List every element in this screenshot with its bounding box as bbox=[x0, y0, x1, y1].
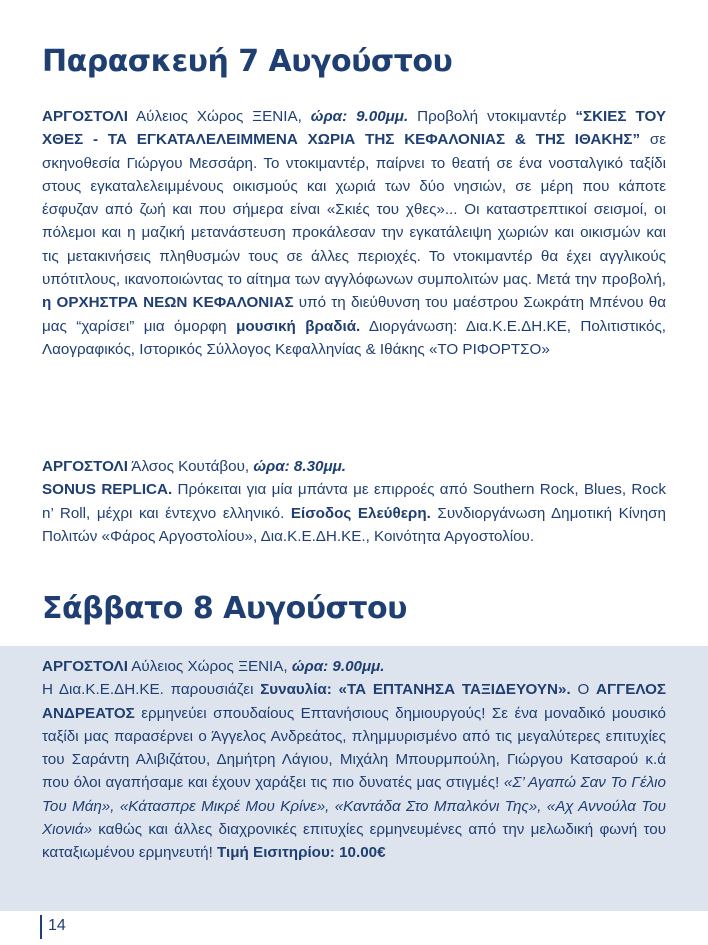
event-venue: Αύλειος Χώρος ΞΕΝΙΑ, bbox=[127, 658, 292, 675]
documentary-title: “ΣΚΙΕΣ ΤΟΥ ΧΘΕΣ - ΤΑ ΕΓΚΑΤΑΛΕΛΕΙΜΜΕΝΑ ΧΩΡΙΑ ΤΗΣ ΚΕΦΑΛΟΝΙΑΣ & ΤΗΣ ΙΘΑΚΗΣ” bbox=[42, 108, 666, 149]
event-text: Πρόκειται για μία μπάντα με επιρροές από Southern Rock, Blues, Rock n’ Roll, μέχρι και έντεχνο ελληνικό. bbox=[42, 481, 666, 522]
event-text: Ο bbox=[570, 681, 596, 699]
event-documentary-screening bbox=[42, 105, 666, 361]
event-text: Προβολή ντοκιμαντέρ bbox=[408, 108, 576, 125]
day-heading-saturday: Σάββατο 8 Αυγούστου bbox=[42, 591, 407, 626]
free-entry-label: Είσοδος Ελεύθερη. bbox=[290, 504, 431, 522]
event-text: καθώς και άλλες διαχρονικές επιτυχίες ερμηνευμένες από την μελωδική φωνή του καταξιωμένου ερμηνευτή! bbox=[42, 821, 666, 862]
song-list: «Σ’ Αγαπώ Σαν Το Γέλιο Του Μάη», «Κάτασπρε Μικρέ Μου Κρίνε», «Καντάδα Στο Μπαλκόνι Της», «Αχ Αννούλα Του Χιονιά» bbox=[42, 774, 667, 839]
concert-title: Συναυλία: «ΤΑ ΕΠΤΑΝΗΣΑ ΤΑΞΙΔΕΥΟΥΝ». bbox=[260, 681, 571, 699]
event-venue: Άλσος Κουτάβου, bbox=[127, 458, 254, 475]
ticket-price: Τιμή Εισιτηρίου: 10.00€ bbox=[217, 844, 386, 862]
page-number: 14 bbox=[48, 917, 66, 934]
event-sonus-replica bbox=[42, 455, 666, 548]
orchestra-name: η ΟΡΧΗΣΤΡΑ ΝΕΩΝ ΚΕΦΑΛΟΝΙΑΣ bbox=[42, 294, 294, 312]
event-text: ερμηνεύει σπουδαίους Επτανήσιους δημιουργούς! Σε ένα μοναδικό μουσικό ταξίδι μας παρασέρνει ο Άγγελος Ανδρεάτος, πλημμυρισμένο από τις μεγαλύτερες επιτυχίες του Σαράντη Αλιβιζάτου, Δημήτρη Λάγιου, Μιχάλη Μπουρμπούλη, Γιώργου Κατσαρού κ.ά που όλοι αγαπήσαμε και έχουν χαράξει τις πιο δυνατές μας στιγμές! bbox=[42, 704, 666, 792]
event-text: Διοργάνωση: Δια.Κ.Ε.ΔΗ.ΚΕ, Πολιτιστικός, Λαογραφικός, Ιστορικός Σύλλογος Κεφαλληνίας & Ιθάκης «ΤΟ ΡΙΦΟΡΤΣΟ» bbox=[42, 317, 666, 358]
artist-name: ΑΓΓΕΛΟΣ ΑΝΔΡΕΑΤΟΣ bbox=[42, 681, 667, 722]
event-text: σε σκηνοθεσία Γιώργου Μεσσάρη. Το ντοκιμαντέρ, παίρνει το θεατή σε ένα νοσταλγικό ταξίδι στους εγκαταλελειμμένους οικισμούς και χωριά των δύο νησιών, σε μέρη που κάποτε έσφυζαν από ζωή και που σήμερα είναι «Σκιές του χθες»... Οι καταστρεπτικοί σεισμοί, οι πόλεμοι και η μαζική μετανάστευση προκάλεσαν την εγκατάλειψη χωριών και οικισμών και τις μετακινήσεις πληθυσμών τους σε άλλες περιοχές. Το ντοκιμαντέρ θα έχει αγγλικούς υπότιτλους, ικανοποιώντας το αίτημα των αγγλόφωνων συμπολιτών μας. Μετά την προβολή, bbox=[42, 131, 666, 289]
event-text: Η Δια.Κ.Ε.ΔΗ.ΚΕ. παρουσιάζει bbox=[42, 681, 261, 699]
band-name: SONUS REPLICA. bbox=[42, 481, 173, 499]
page-number-divider bbox=[40, 915, 42, 939]
event-place: ΑΡΓΟΣΤΟΛΙ bbox=[42, 108, 128, 125]
event-venue: Αύλειος Χώρος ΞΕΝΙΑ, bbox=[127, 108, 311, 125]
event-eptanisa-concert bbox=[42, 655, 666, 865]
music-night-label: μουσική βραδιά. bbox=[236, 317, 361, 335]
event-time: ώρα: 8.30μμ. bbox=[253, 458, 347, 475]
event-place: ΑΡΓΟΣΤΟΛΙ bbox=[42, 658, 128, 675]
event-place: ΑΡΓΟΣΤΟΛΙ bbox=[42, 458, 128, 475]
event-time: ώρα: 9.00μμ. bbox=[291, 658, 385, 675]
event-text: υπό τη διεύθυνση του μαέστρου Σωκράτη Μπένου θα μας “χαρίσει” μια όμορφη bbox=[42, 294, 666, 335]
event-text: Συνδιοργάνωση Δημοτική Κίνηση Πολιτών «Φάρος Αργοστολίου», Δια.Κ.Ε.ΔΗ.ΚΕ., Κοινότητα Αργοστολίου. bbox=[42, 504, 666, 545]
day-heading-friday: Παρασκευή 7 Αυγούστου bbox=[42, 44, 453, 79]
event-time: ώρα: 9.00μμ. bbox=[310, 108, 409, 125]
